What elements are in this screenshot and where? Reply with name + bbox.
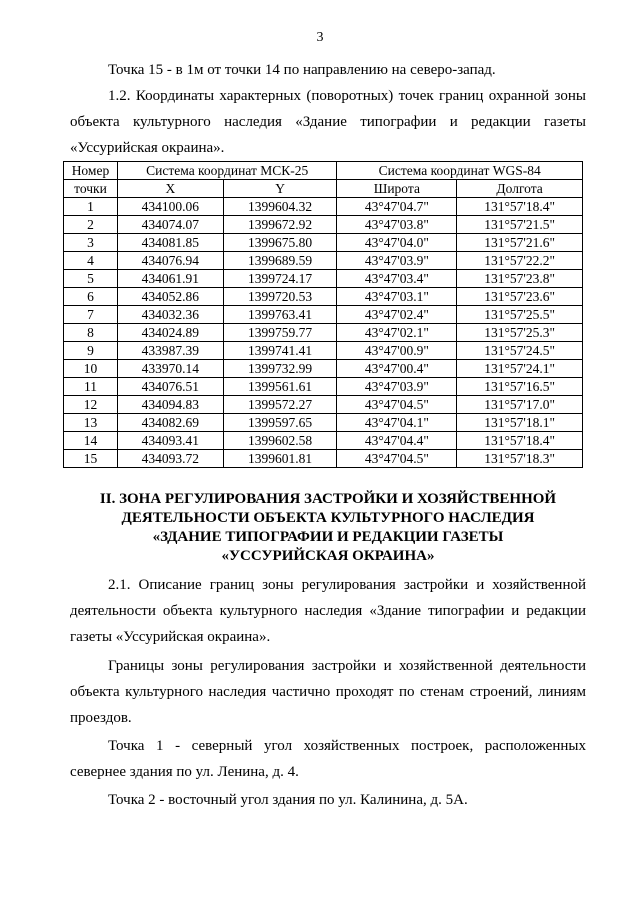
cell-longitude: 131°57'18.3" <box>457 450 583 468</box>
cell-number: 10 <box>64 360 118 378</box>
cell-y: 1399720.53 <box>223 288 337 306</box>
table-row <box>64 234 583 252</box>
table-row <box>64 450 583 468</box>
cell-x: 434074.07 <box>117 216 223 234</box>
header-point: точки <box>64 180 118 198</box>
cell-x: 433987.39 <box>117 342 223 360</box>
cell-y: 1399601.81 <box>223 450 337 468</box>
cell-number: 2 <box>64 216 118 234</box>
cell-latitude: 43°47'04.7" <box>337 198 457 216</box>
cell-longitude: 131°57'21.5" <box>457 216 583 234</box>
point15-paragraph: Точка 15 - в 1м от точки 14 по направлению на северо-запад. <box>108 62 496 78</box>
cell-latitude: 43°47'00.9" <box>337 342 457 360</box>
cell-latitude: 43°47'02.1" <box>337 324 457 342</box>
header-x: X <box>117 180 223 198</box>
cell-latitude: 43°47'04.5" <box>337 450 457 468</box>
header-msk: Система координат МСК-25 <box>117 162 337 180</box>
cell-y: 1399604.32 <box>223 198 337 216</box>
cell-latitude: 43°47'04.4" <box>337 432 457 450</box>
table-row <box>64 252 583 270</box>
table-row <box>64 198 583 216</box>
cell-x: 434052.86 <box>117 288 223 306</box>
cell-longitude: 131°57'23.6" <box>457 288 583 306</box>
cell-latitude: 43°47'03.9" <box>337 378 457 396</box>
cell-x: 434094.83 <box>117 396 223 414</box>
cell-latitude: 43°47'04.1" <box>337 414 457 432</box>
heading-line-3: «ЗДАНИЕ ТИПОГРАФИИ И РЕДАКЦИИ ГАЗЕТЫ <box>152 529 504 545</box>
cell-y: 1399732.99 <box>223 360 337 378</box>
header-longitude: Долгота <box>457 180 583 198</box>
table-row <box>64 414 583 432</box>
cell-latitude: 43°47'03.4" <box>337 270 457 288</box>
cell-longitude: 131°57'18.4" <box>457 432 583 450</box>
cell-number: 13 <box>64 414 118 432</box>
cell-longitude: 131°57'23.8" <box>457 270 583 288</box>
point1-paragraph: Точка 1 - северный угол хозяйственных построек, расположенных севернее здания по ул. Ленина, д. 4. <box>70 738 586 780</box>
cell-latitude: 43°47'02.4" <box>337 306 457 324</box>
cell-x: 434061.91 <box>117 270 223 288</box>
cell-number: 5 <box>64 270 118 288</box>
cell-y: 1399759.77 <box>223 324 337 342</box>
header-y: Y <box>223 180 337 198</box>
cell-longitude: 131°57'24.5" <box>457 342 583 360</box>
cell-number: 8 <box>64 324 118 342</box>
table-row <box>64 432 583 450</box>
cell-number: 3 <box>64 234 118 252</box>
cell-longitude: 131°57'24.1" <box>457 360 583 378</box>
cell-latitude: 43°47'03.8" <box>337 216 457 234</box>
cell-x: 434076.51 <box>117 378 223 396</box>
table-row <box>64 216 583 234</box>
cell-longitude: 131°57'25.5" <box>457 306 583 324</box>
header-latitude: Широта <box>337 180 457 198</box>
table-row <box>64 360 583 378</box>
cell-number: 7 <box>64 306 118 324</box>
table-row <box>64 378 583 396</box>
cell-x: 433970.14 <box>117 360 223 378</box>
cell-y: 1399741.41 <box>223 342 337 360</box>
header-wgs: Система координат WGS-84 <box>337 162 583 180</box>
heading-line-4: «УССУРИЙСКАЯ ОКРАИНА» <box>221 548 435 564</box>
table-row <box>64 288 583 306</box>
cell-y: 1399675.80 <box>223 234 337 252</box>
table-row <box>64 342 583 360</box>
table-row <box>64 270 583 288</box>
heading-line-2: ДЕЯТЕЛЬНОСТИ ОБЪЕКТА КУЛЬТУРНОГО НАСЛЕДИЯ <box>121 510 535 526</box>
cell-number: 9 <box>64 342 118 360</box>
cell-y: 1399597.65 <box>223 414 337 432</box>
cell-x: 434081.85 <box>117 234 223 252</box>
cell-number: 15 <box>64 450 118 468</box>
cell-latitude: 43°47'04.5" <box>337 396 457 414</box>
point2-paragraph: Точка 2 - восточный угол здания по ул. Калинина, д. 5А. <box>108 792 468 808</box>
table-row <box>64 396 583 414</box>
cell-y: 1399561.61 <box>223 378 337 396</box>
cell-x: 434100.06 <box>117 198 223 216</box>
section-ii-heading <box>70 490 586 566</box>
section-1-2-paragraph: 1.2. Координаты характерных (поворотных) точек границ охранной зоны объекта культурного наследия «Здание типографии и редакции газеты «Уссурийская окраина». <box>70 88 586 156</box>
cell-longitude: 131°57'21.6" <box>457 234 583 252</box>
table-row <box>64 306 583 324</box>
cell-longitude: 131°57'25.3" <box>457 324 583 342</box>
cell-latitude: 43°47'04.0" <box>337 234 457 252</box>
cell-number: 6 <box>64 288 118 306</box>
cell-y: 1399724.17 <box>223 270 337 288</box>
cell-x: 434093.72 <box>117 450 223 468</box>
cell-x: 434076.94 <box>117 252 223 270</box>
cell-y: 1399763.41 <box>223 306 337 324</box>
cell-latitude: 43°47'03.1" <box>337 288 457 306</box>
boundaries-paragraph: Границы зоны регулирования застройки и хозяйственной деятельности объекта культурного наследия частично проходят по стенам строений, линиям проездов. <box>70 658 586 726</box>
cell-x: 434082.69 <box>117 414 223 432</box>
cell-y: 1399602.58 <box>223 432 337 450</box>
cell-latitude: 43°47'00.4" <box>337 360 457 378</box>
cell-longitude: 131°57'22.2" <box>457 252 583 270</box>
cell-x: 434024.89 <box>117 324 223 342</box>
cell-longitude: 131°57'18.1" <box>457 414 583 432</box>
cell-longitude: 131°57'18.4" <box>457 198 583 216</box>
cell-number: 4 <box>64 252 118 270</box>
cell-x: 434032.36 <box>117 306 223 324</box>
cell-y: 1399689.59 <box>223 252 337 270</box>
cell-y: 1399672.92 <box>223 216 337 234</box>
coordinates-table <box>63 161 583 468</box>
section-2-1-paragraph: 2.1. Описание границ зоны регулирования застройки и хозяйственной деятельности объекта культурного наследия «Здание типографии и редакции газеты «Уссурийская окраина». <box>70 577 586 645</box>
cell-longitude: 131°57'17.0" <box>457 396 583 414</box>
page-number: 3 <box>316 30 324 45</box>
cell-y: 1399572.27 <box>223 396 337 414</box>
cell-number: 11 <box>64 378 118 396</box>
cell-longitude: 131°57'16.5" <box>457 378 583 396</box>
cell-x: 434093.41 <box>117 432 223 450</box>
cell-number: 14 <box>64 432 118 450</box>
heading-line-1: II. ЗОНА РЕГУЛИРОВАНИЯ ЗАСТРОЙКИ И ХОЗЯЙСТВЕННОЙ <box>99 491 557 507</box>
header-number: Номер <box>64 162 118 180</box>
cell-number: 1 <box>64 198 118 216</box>
cell-number: 12 <box>64 396 118 414</box>
cell-latitude: 43°47'03.9" <box>337 252 457 270</box>
table-row <box>64 324 583 342</box>
